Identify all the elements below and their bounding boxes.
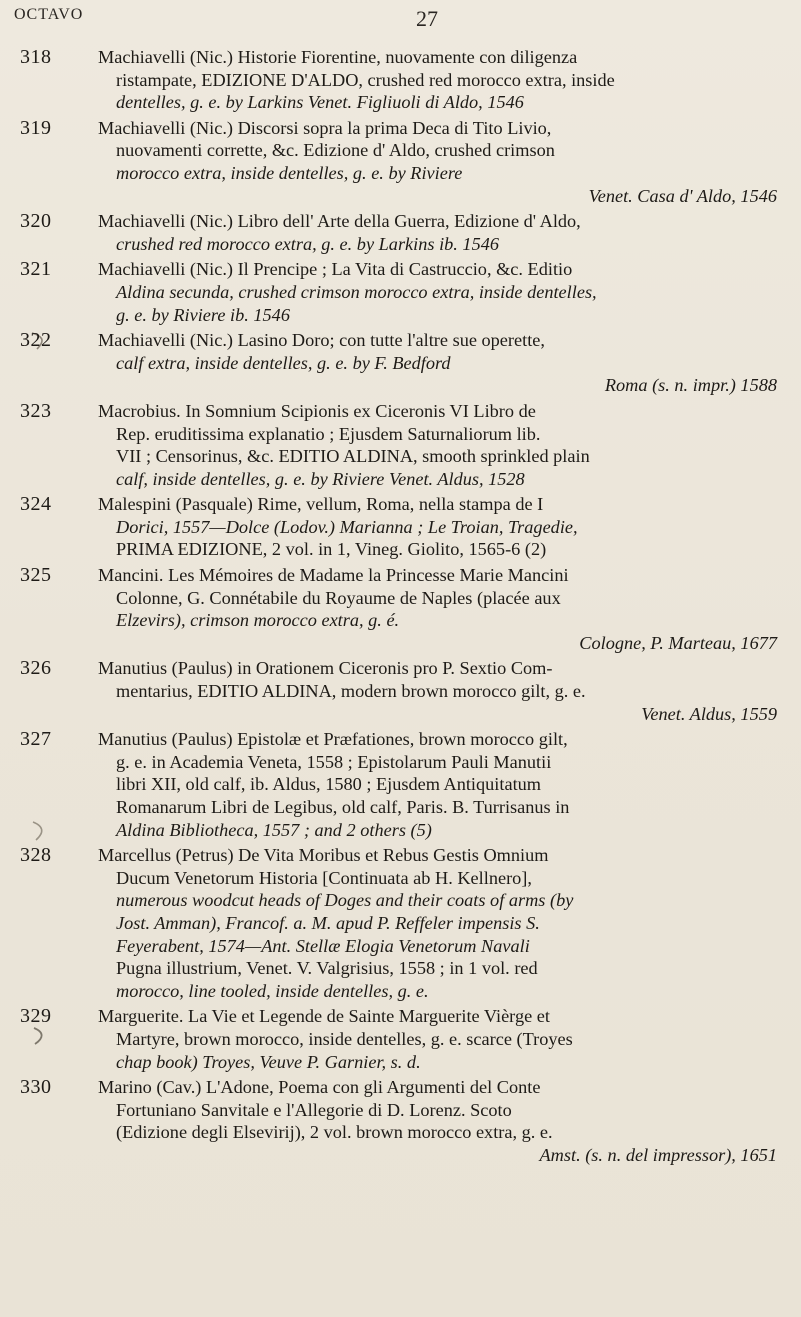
lot-entry [0,258,801,326]
lot-entry [0,329,801,397]
lot-number: 330 [20,1076,52,1099]
lot-entry [0,400,801,490]
lot-number: 328 [20,844,52,867]
lot-line: Marcellus (Petrus) De Vita Moribus et Rebus Gestis Omnium [98,845,549,866]
lot-entry [0,564,801,654]
lot-line: Elzevirs), crimson morocco extra, g. é. [116,610,400,631]
lot-line: ristampate, EDIZIONE D'ALDO, crushed red morocco extra, inside [116,69,615,90]
lot-number: 324 [20,493,52,516]
lot-line: numerous woodcut heads of Doges and their coats of arms (by [116,890,574,911]
lot-line: dentelles, g. e. by Larkins Venet. Figliuoli di Aldo, 1546 [116,92,524,113]
lot-line: PRIMA EDIZIONE, 2 vol. in 1, Vineg. Giolito, 1565-6 (2) [116,539,547,560]
lot-line: morocco, line tooled, inside dentelles, g. e. [116,980,429,1001]
lot-line: Marino (Cav.) L'Adone, Poema con gli Argumenti del Conte [98,1077,541,1098]
lot-line: Machiavelli (Nic.) Historie Fiorentine, nuovamente con diligenza [98,47,578,67]
lot-entry [0,117,801,207]
lot-line: Machiavelli (Nic.) Discorsi sopra la prima Deca di Tito Livio, [98,117,552,138]
lot-number: 327 [20,728,52,751]
lot-line: Pugna illustrium, Venet. V. Valgrisius, 1558 ; in 1 vol. red [116,958,538,979]
page-number: 27 [416,6,438,31]
lot-line: Colonne, G. Connétabile du Royaume de Naples (placée aux [116,587,561,608]
lot-number: 319 [20,116,52,139]
lot-entry [0,657,801,725]
lot-line: Mancini. Les Mémoires de Madame la Princesse Marie Mancini [98,565,569,586]
lot-line: VII ; Censorinus, &c. EDITIO ALDINA, smooth sprinkled plain [116,446,590,467]
lot-line: Machiavelli (Nic.) Il Prencipe ; La Vita di Castruccio, &c. Editio [98,259,573,280]
lot-line: Romanarum Libri de Legibus, old calf, Paris. B. Turrisanus in [116,797,570,817]
lot-line: calf, inside dentelles, g. e. by Riviere Venet. Aldus, 1528 [116,468,525,489]
lot-line: Manutius (Paulus) in Orationem Ciceronis pro P. Sextio Com- [98,658,553,679]
lot-list [0,46,801,1170]
lot-line: Machiavelli (Nic.) Lasino Doro; con tutte l'altre sue operette, [98,330,545,351]
lot-line: Manutius (Paulus) Epistolæ et Præfationes, brown morocco gilt, [98,729,568,750]
lot-entry [0,1076,801,1166]
lot-imprint: Amst. (s. n. del impressor), 1651 [539,1144,777,1165]
lot-entry [0,493,801,561]
lot-number: 320 [20,210,52,233]
running-head [14,6,787,40]
lot-line: nuovamenti corrette, &c. Edizione d' Aldo, crushed crimson [116,140,555,161]
lot-number: 318 [20,46,52,68]
lot-line: Feyerabent, 1574—Ant. Stellæ Elogia Venetorum Navali [116,935,530,956]
lot-line: Rep. eruditissima explanatio ; Ejusdem Saturnaliorum lib. [116,423,541,444]
lot-entry [0,210,801,255]
lot-number: 329 [20,1005,52,1028]
lot-line: Aldina secunda, crushed crimson morocco extra, inside dentelles, [116,281,597,302]
lot-line: g. e. by Riviere ib. 1546 [116,304,290,325]
lot-line: calf extra, inside dentelles, g. e. by F. Bedford [116,352,451,373]
lot-imprint: Venet. Casa d' Aldo, 1546 [588,185,777,206]
lot-line: Aldina Bibliotheca, 1557 ; and 2 others (5) [116,819,432,840]
lot-line: Malespini (Pasquale) Rime, vellum, Roma, nella stampa de I [98,494,544,515]
lot-number: 322 [20,329,52,352]
lot-line: libri XII, old calf, ib. Aldus, 1580 ; Ejusdem Antiquitatum [116,774,542,795]
lot-line: mentarius, EDITIO ALDINA, modern brown morocco gilt, g. e. [116,681,586,702]
lot-line: Fortuniano Sanvitale e l'Allegorie di D. Lorenz. Scoto [116,1099,512,1120]
lot-number: 323 [20,399,52,422]
lot-imprint: Cologne, P. Marteau, 1677 [579,632,777,653]
lot-line: chap book) Troyes, Veuve P. Garnier, s. d. [116,1051,421,1072]
lot-number: 321 [20,258,52,281]
lot-imprint: Venet. Aldus, 1559 [641,703,777,724]
lot-line: (Edizione degli Elsevirij), 2 vol. brown morocco extra, g. e. [116,1122,553,1143]
lot-number: 325 [20,564,52,587]
lot-line: Macrobius. In Somnium Scipionis ex Ciceronis VI Libro de [98,400,536,421]
lot-entry [0,46,801,114]
lot-imprint: Roma (s. n. impr.) 1588 [604,375,777,396]
lot-line: Machiavelli (Nic.) Libro dell' Arte della Guerra, Edizione d' Aldo, [98,211,581,232]
section-title: OCTAVO [14,6,84,23]
lot-line: Dorici, 1557—Dolce (Lodov.) Marianna ; Le Troian, Tragedie, [116,516,578,537]
lot-number: 326 [20,657,52,680]
lot-entry [0,844,801,1002]
lot-line: Marguerite. La Vie et Legende de Sainte Marguerite Vièrge et [98,1006,550,1027]
lot-line: morocco extra, inside dentelles, g. e. by Riviere [116,162,463,183]
lot-line: Martyre, brown morocco, inside dentelles, g. e. scarce (Troyes [116,1028,573,1049]
lot-line: Jost. Amman), Francof. a. M. apud P. Reffeler impensis S. [116,912,540,933]
lot-line: crushed red morocco extra, g. e. by Larkins ib. 1546 [116,233,499,254]
lot-entry [0,1005,801,1073]
lot-entry [0,728,801,841]
lot-line: Ducum Venetorum Historia [Continuata ab H. Kellnero], [116,867,532,888]
lot-line: g. e. in Academia Veneta, 1558 ; Epistolarum Pauli Manutii [116,751,552,772]
